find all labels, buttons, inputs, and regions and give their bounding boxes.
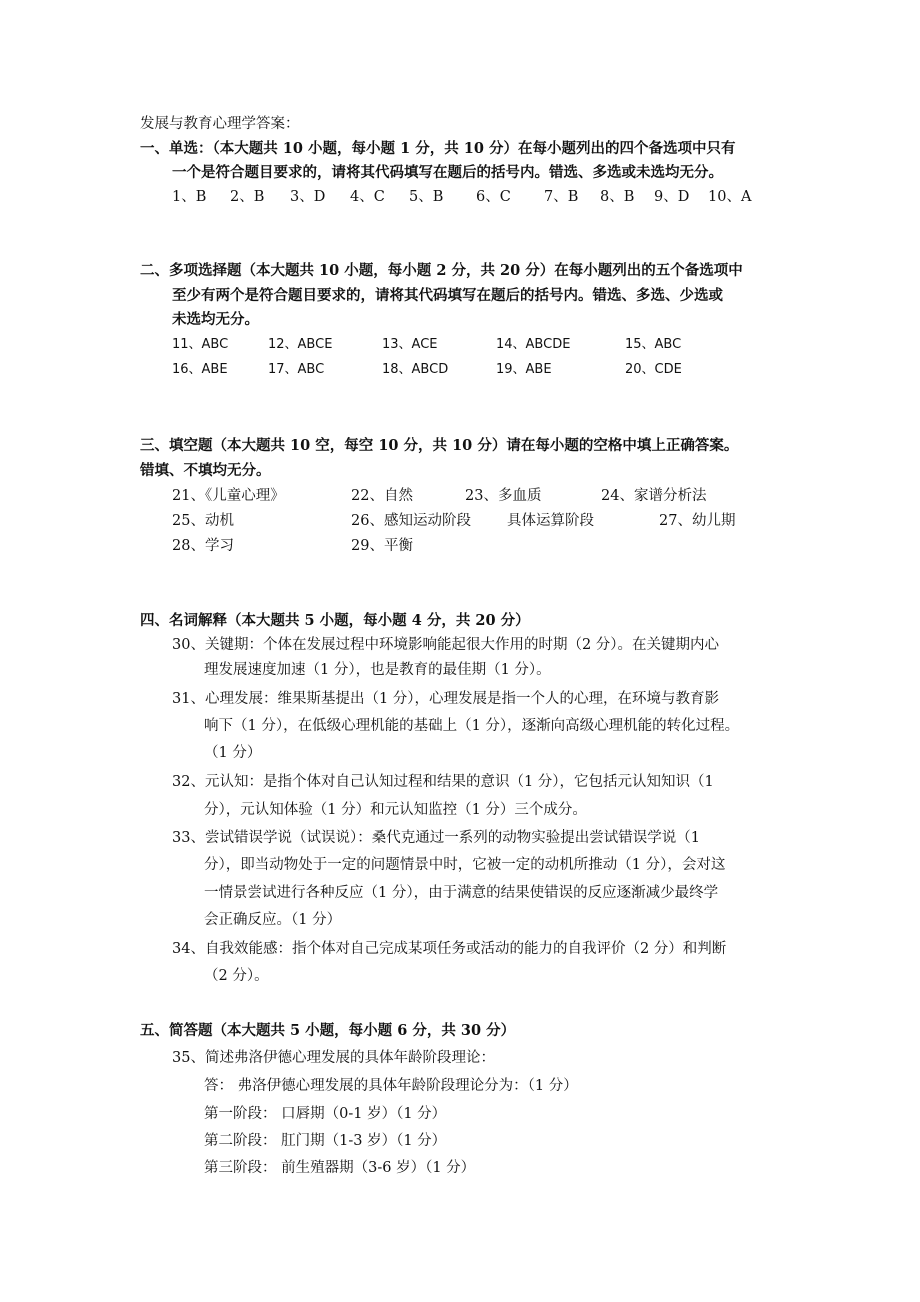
answer-item: 具体运算阶段 (507, 513, 594, 529)
definition-line: 34、自我效能感：指个体对自己完成某项任务或活动的能力的自我评价（2 分）和判断 (172, 941, 727, 957)
question-line: 35、简述弗洛伊德心理发展的具体年龄阶段理论： (172, 1050, 495, 1066)
answer-item: 10、A (708, 189, 752, 205)
answer-item: 13、ACE (382, 337, 438, 352)
answer-item: 21、《儿童心理》 (172, 488, 285, 504)
document-title: 发展与教育心理学答案： (140, 116, 300, 132)
answer-item: 28、学习 (172, 538, 234, 554)
answer-item: 2、B (230, 189, 265, 205)
answer-item: 3、D (290, 189, 326, 205)
answer-item: 19、ABE (496, 362, 552, 377)
section-1-heading: 一、单选：（本大题共 10 小题，每小题 1 分，共 10 分）在每小题列出的四个备选项中只有 (140, 140, 736, 157)
definition-line: 会正确反应。（1 分） (204, 912, 342, 928)
definition-line: （2 分）。 (204, 968, 269, 984)
definition-line: 分），即当动物处于一定的问题情景中时，它被一定的动机所推动（1 分），会对这 (204, 857, 726, 873)
section-2-heading: 二、多项选择题（本大题共 10 小题，每小题 2 分，共 20 分）在每小题列出的五个备选项中 (140, 262, 743, 279)
answer-item: 1、B (172, 189, 207, 205)
answer-item: 15、ABC (625, 337, 682, 352)
section-3-instruction: 错填、不填均无分。 (140, 462, 271, 479)
answer-item: 12、ABCE (268, 337, 333, 352)
definition-line: 分），元认知体验（1 分）和元认知监控（1 分）三个成分。 (204, 802, 587, 818)
answer-item: 23、多血质 (465, 488, 542, 504)
answer-item: 16、ABE (172, 362, 228, 377)
answer-item: 11、ABC (172, 337, 229, 352)
definition-line: （1 分） (204, 745, 262, 761)
section-1-instruction: 一个是符合题目要求的，请将其代码填写在题后的括号内。错选、多选或未选均无分。 (172, 164, 723, 181)
answer-item: 27、幼儿期 (659, 513, 736, 529)
section-2-instruction-end: 未选均无分。 (172, 311, 259, 328)
definition-line: 一情景尝试进行各种反应（1 分），由于满意的结果使错误的反应逐渐减少最终学 (204, 885, 719, 901)
answer-item: 29、平衡 (351, 538, 413, 554)
answer-line: 第二阶段： 肛门期（1-3 岁）（1 分） (204, 1133, 447, 1149)
answer-item: 9、D (654, 189, 690, 205)
definition-line: 响下（1 分），在低级心理机能的基础上（1 分），逐渐向高级心理机能的转化过程。 (204, 718, 740, 734)
answer-item: 18、ABCD (382, 362, 449, 377)
answer-item: 7、B (544, 189, 579, 205)
answer-line: 第一阶段： 口唇期（0-1 岁）（1 分） (204, 1106, 447, 1122)
definition-line: 32、元认知：是指个体对自己认知过程和结果的意识（1 分），它包括元认知知识（1 (172, 774, 714, 790)
answer-item: 20、CDE (625, 362, 682, 377)
section-3-heading: 三、填空题（本大题共 10 空，每空 10 分，共 10 分）请在每小题的空格中填上正确答案。 (140, 437, 739, 454)
section-5-heading: 五、简答题（本大题共 5 小题，每小题 6 分，共 30 分） (140, 1022, 516, 1039)
definition-line: 31、心理发展：维果斯基提出（1 分），心理发展是指一个人的心理，在环境与教育影 (172, 691, 720, 707)
definition-line: 33、尝试错误学说（试误说）：桑代克通过一系列的动物实验提出尝试错误学说（1 (172, 830, 700, 846)
definition-line: 理发展速度加速（1 分），也是教育的最佳期（1 分）。 (204, 662, 551, 678)
definition-line: 30、关键期：个体在发展过程中环境影响能起很大作用的时期（2 分）。在关键期内心 (172, 637, 720, 653)
answer-item: 24、家谱分析法 (601, 488, 707, 504)
section-2-instruction: 至少有两个是符合题目要求的，请将其代码填写在题后的括号内。错选、多选、少选或 (172, 287, 723, 304)
answer-line: 第三阶段： 前生殖器期（3-6 岁）（1 分） (204, 1160, 476, 1176)
answer-line: 答： 弗洛伊德心理发展的具体年龄阶段理论分为：（1 分） (204, 1078, 578, 1094)
answer-item: 14、ABCDE (496, 337, 571, 352)
answer-item: 25、动机 (172, 513, 234, 529)
answer-item: 6、C (476, 189, 511, 205)
section-4-heading: 四、名词解释（本大题共 5 小题，每小题 4 分，共 20 分） (140, 612, 530, 629)
answer-item: 8、B (600, 189, 635, 205)
answer-item: 26、感知运动阶段 (351, 513, 471, 529)
answer-item: 17、ABC (268, 362, 325, 377)
answer-item: 22、自然 (351, 488, 413, 504)
answer-item: 5、B (409, 189, 444, 205)
answer-item: 4、C (350, 189, 385, 205)
